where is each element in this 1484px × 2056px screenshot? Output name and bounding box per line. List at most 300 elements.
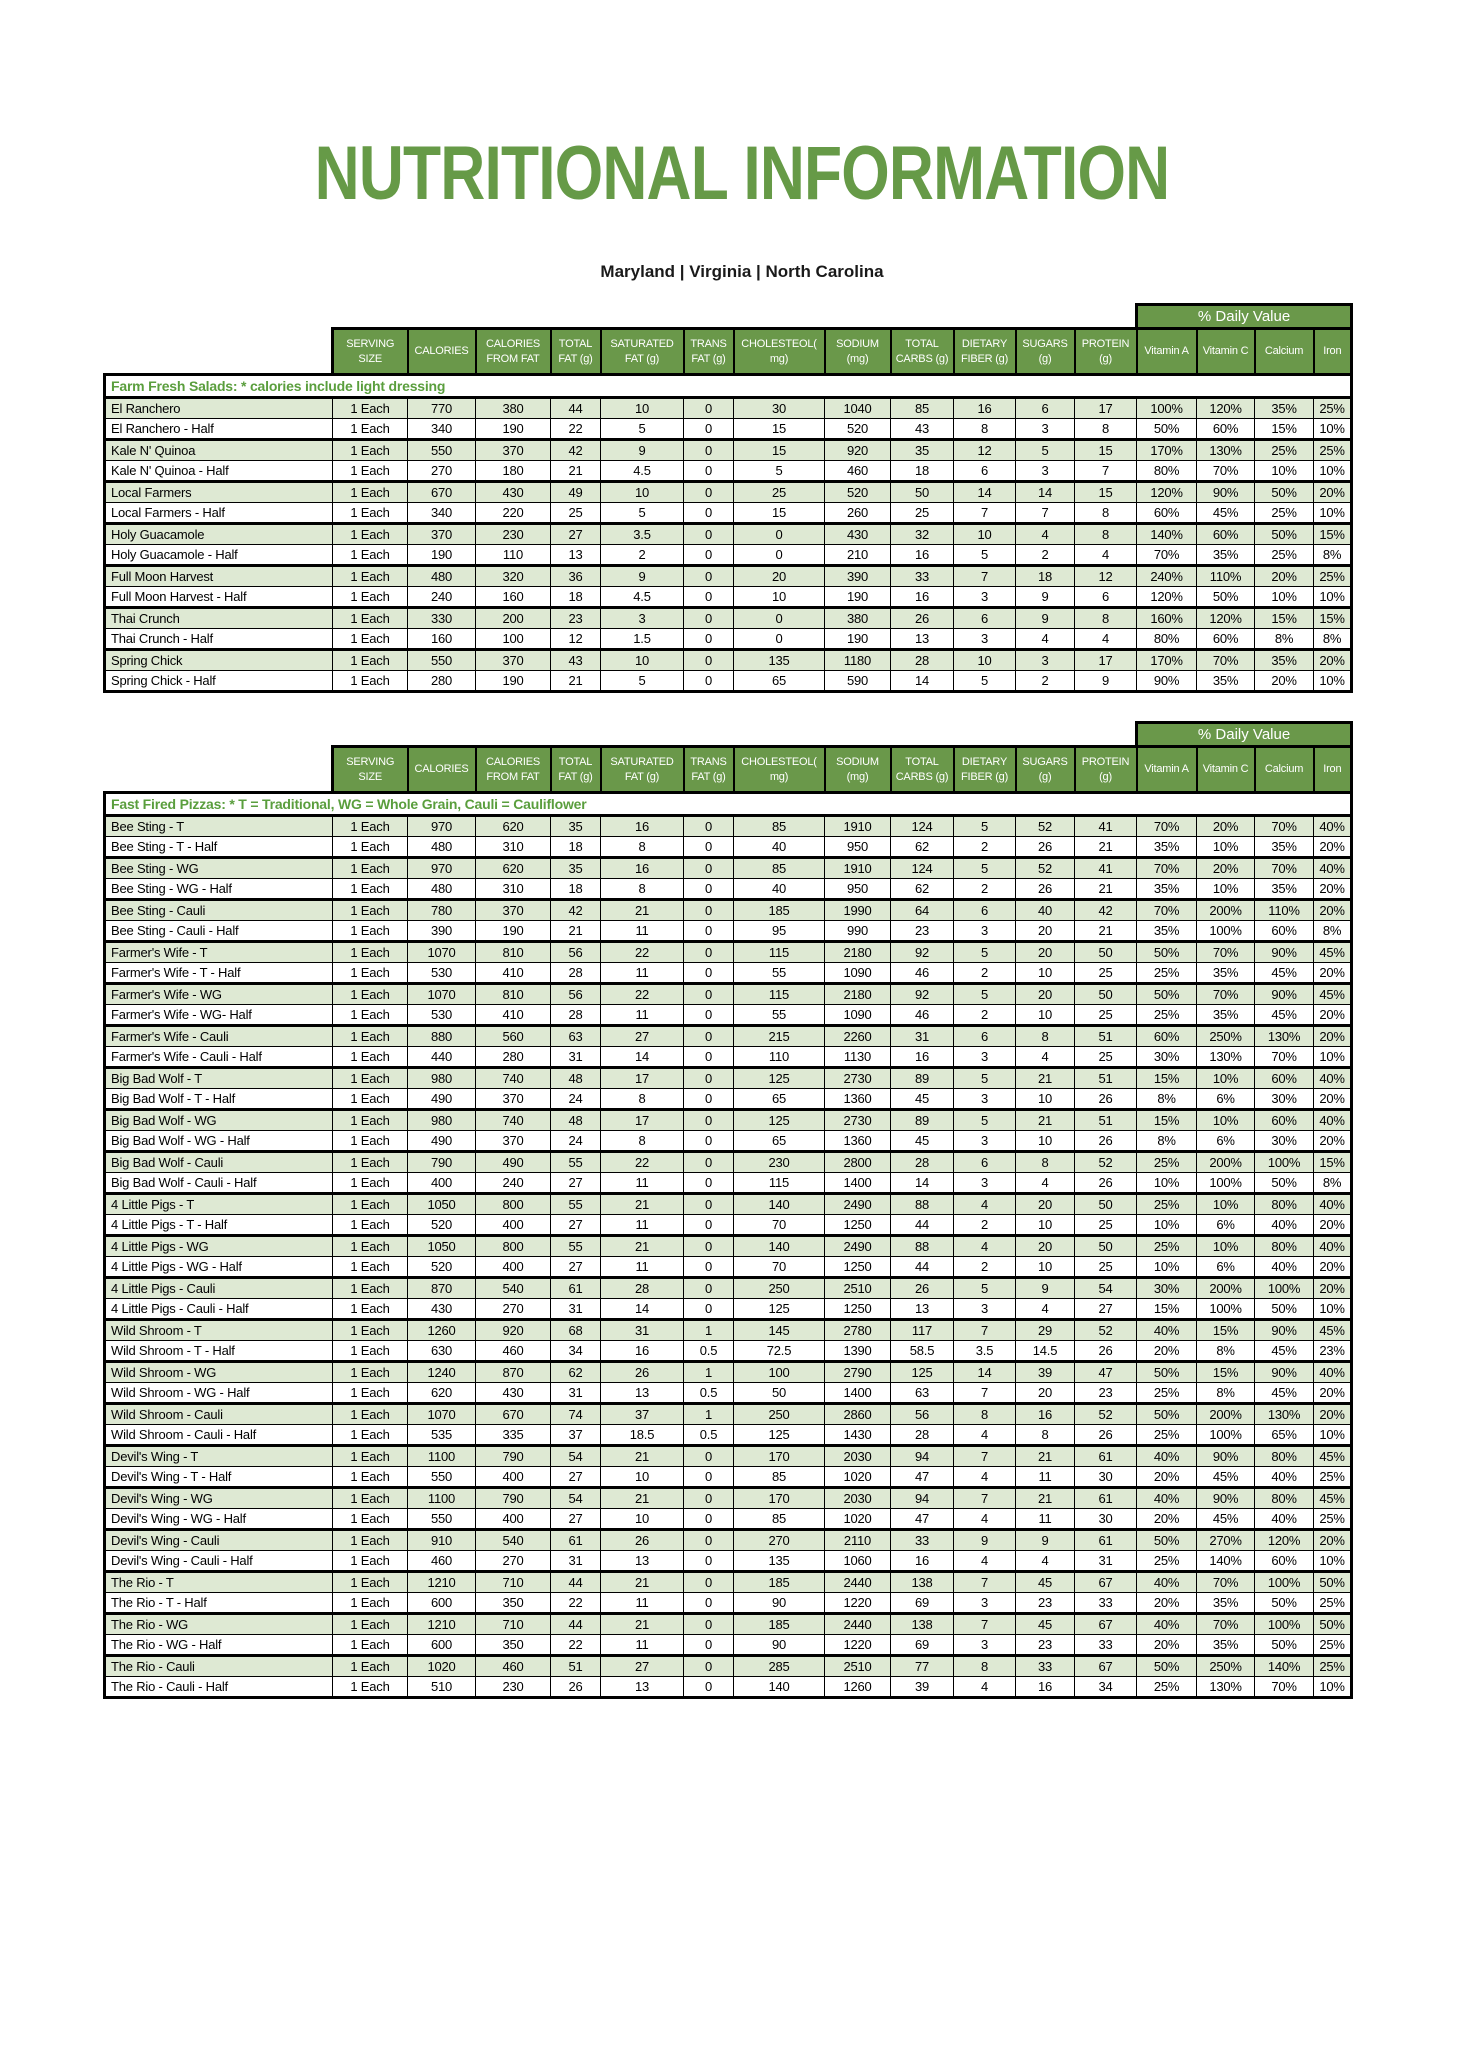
value-cell: 1 Each: [333, 566, 408, 587]
value-cell: 9: [1016, 1278, 1075, 1299]
value-cell: 7: [954, 1383, 1016, 1404]
value-cell: 61: [1075, 1446, 1137, 1467]
value-cell: 70%: [1197, 1572, 1255, 1593]
value-cell: 200: [476, 608, 551, 629]
value-cell: 70: [734, 1215, 825, 1236]
value-cell: 5: [1016, 440, 1075, 461]
value-cell: 490: [408, 1089, 476, 1110]
value-cell: 88: [891, 1236, 954, 1257]
value-cell: 1220: [825, 1593, 891, 1614]
value-cell: 65%: [1255, 1425, 1314, 1446]
value-cell: 20%: [1137, 1635, 1197, 1656]
value-cell: 25%: [1255, 440, 1314, 461]
value-cell: 30%: [1255, 1089, 1314, 1110]
value-cell: 490: [476, 1152, 551, 1173]
value-cell: 7: [954, 503, 1016, 524]
value-cell: 1260: [825, 1677, 891, 1698]
value-cell: 0: [734, 608, 825, 629]
value-cell: 16: [891, 545, 954, 566]
value-cell: 6: [954, 608, 1016, 629]
value-cell: 0: [684, 942, 734, 963]
value-cell: 630: [408, 1341, 476, 1362]
value-cell: 600: [408, 1635, 476, 1656]
value-cell: 50%: [1137, 419, 1197, 440]
table-row: [105, 1173, 1352, 1194]
value-cell: 30%: [1255, 1131, 1314, 1152]
value-cell: 135: [734, 1551, 825, 1572]
value-cell: 25%: [1314, 1635, 1352, 1656]
value-cell: 2110: [825, 1530, 891, 1551]
value-cell: 33: [1075, 1593, 1137, 1614]
value-cell: 1070: [408, 1404, 476, 1425]
value-cell: 920: [825, 440, 891, 461]
value-cell: 1050: [408, 1194, 476, 1215]
value-cell: 970: [408, 816, 476, 837]
value-cell: 90%: [1255, 942, 1314, 963]
value-cell: 43: [891, 419, 954, 440]
value-cell: 1 Each: [333, 545, 408, 566]
value-cell: 35%: [1137, 879, 1197, 900]
column-header: DIETARY FIBER (g): [954, 747, 1016, 793]
value-cell: 120%: [1137, 482, 1197, 503]
value-cell: 26: [1016, 837, 1075, 858]
value-cell: 1 Each: [333, 1614, 408, 1635]
value-cell: 4.5: [601, 461, 684, 482]
value-cell: 7: [954, 1614, 1016, 1635]
value-cell: 1: [684, 1320, 734, 1341]
value-cell: 1210: [408, 1614, 476, 1635]
value-cell: 1: [684, 1362, 734, 1383]
value-cell: 25%: [1137, 1677, 1197, 1698]
value-cell: 6: [1016, 398, 1075, 419]
value-cell: 4: [1075, 545, 1137, 566]
value-cell: 26: [601, 1362, 684, 1383]
value-cell: 1240: [408, 1362, 476, 1383]
value-cell: 100%: [1255, 1278, 1314, 1299]
value-cell: 560: [476, 1026, 551, 1047]
table-row: [105, 1026, 1352, 1047]
value-cell: 16: [601, 816, 684, 837]
value-cell: 0.5: [684, 1341, 734, 1362]
value-cell: 52: [1016, 816, 1075, 837]
value-cell: 70%: [1137, 545, 1197, 566]
value-cell: 40%: [1314, 816, 1352, 837]
value-cell: 115: [734, 984, 825, 1005]
value-cell: 49: [551, 482, 601, 503]
value-cell: 0: [684, 1152, 734, 1173]
table-row: [105, 1068, 1352, 1089]
value-cell: 21: [601, 1194, 684, 1215]
value-cell: 35%: [1197, 545, 1255, 566]
value-cell: 40%: [1137, 1446, 1197, 1467]
item-name-cell: Farmer's Wife - WG- Half: [105, 1005, 333, 1026]
value-cell: 8%: [1137, 1131, 1197, 1152]
value-cell: 430: [825, 524, 891, 545]
value-cell: 28: [891, 1152, 954, 1173]
value-cell: 85: [891, 398, 954, 419]
value-cell: 14: [954, 1362, 1016, 1383]
value-cell: 535: [408, 1425, 476, 1446]
value-cell: 18: [891, 461, 954, 482]
value-cell: 270: [476, 1299, 551, 1320]
value-cell: 3.5: [601, 524, 684, 545]
value-cell: 17: [1075, 650, 1137, 671]
value-cell: 2490: [825, 1194, 891, 1215]
value-cell: 35%: [1255, 837, 1314, 858]
column-header: Calcium: [1255, 329, 1314, 375]
value-cell: 40%: [1314, 1068, 1352, 1089]
value-cell: 1 Each: [333, 671, 408, 692]
value-cell: 2: [954, 1215, 1016, 1236]
value-cell: 5: [954, 1110, 1016, 1131]
value-cell: 2790: [825, 1362, 891, 1383]
value-cell: 11: [1016, 1509, 1075, 1530]
value-cell: 400: [476, 1215, 551, 1236]
value-cell: 1 Each: [333, 984, 408, 1005]
value-cell: 0: [684, 921, 734, 942]
value-cell: 25%: [1137, 1152, 1197, 1173]
value-cell: 1 Each: [333, 1530, 408, 1551]
value-cell: 27: [551, 524, 601, 545]
value-cell: 31: [551, 1299, 601, 1320]
value-cell: 18: [1016, 566, 1075, 587]
value-cell: 45%: [1255, 1383, 1314, 1404]
value-cell: 10: [1016, 1005, 1075, 1026]
table-row: [105, 440, 1352, 461]
value-cell: 1 Each: [333, 1404, 408, 1425]
value-cell: 370: [476, 900, 551, 921]
value-cell: 80%: [1255, 1488, 1314, 1509]
value-cell: 40%: [1255, 1215, 1314, 1236]
value-cell: 1 Each: [333, 629, 408, 650]
value-cell: 7: [954, 1320, 1016, 1341]
table-row: [105, 1194, 1352, 1215]
table-row: [105, 503, 1352, 524]
value-cell: 27: [551, 1257, 601, 1278]
item-name-cell: El Ranchero: [105, 398, 333, 419]
table-row: [105, 1656, 1352, 1677]
value-cell: 60%: [1255, 921, 1314, 942]
value-cell: 870: [476, 1362, 551, 1383]
value-cell: 92: [891, 942, 954, 963]
value-cell: 90%: [1255, 1320, 1314, 1341]
value-cell: 30%: [1137, 1047, 1197, 1068]
value-cell: 21: [551, 921, 601, 942]
value-cell: 20: [1016, 942, 1075, 963]
value-cell: 20%: [1314, 1215, 1352, 1236]
value-cell: 67: [1075, 1572, 1137, 1593]
value-cell: 1 Each: [333, 1488, 408, 1509]
value-cell: 10%: [1137, 1173, 1197, 1194]
value-cell: 52: [1075, 1404, 1137, 1425]
value-cell: 3: [954, 1089, 1016, 1110]
value-cell: 88: [891, 1194, 954, 1215]
value-cell: 8: [601, 879, 684, 900]
value-cell: 100%: [1255, 1152, 1314, 1173]
value-cell: 4: [1016, 1299, 1075, 1320]
value-cell: 6: [954, 1026, 1016, 1047]
daily-value-row: [105, 305, 1352, 329]
value-cell: 45%: [1255, 963, 1314, 984]
value-cell: 51: [551, 1656, 601, 1677]
content-area: [103, 303, 1484, 1699]
spacer-cell: [105, 329, 333, 375]
value-cell: 2: [954, 879, 1016, 900]
value-cell: 10%: [1314, 503, 1352, 524]
value-cell: 540: [476, 1278, 551, 1299]
value-cell: 120%: [1197, 608, 1255, 629]
value-cell: 540: [476, 1530, 551, 1551]
value-cell: 20%: [1314, 963, 1352, 984]
value-cell: 980: [408, 1068, 476, 1089]
value-cell: 21: [1075, 879, 1137, 900]
table-row: [105, 398, 1352, 419]
value-cell: 42: [1075, 900, 1137, 921]
value-cell: 3: [954, 921, 1016, 942]
value-cell: 63: [551, 1026, 601, 1047]
item-name-cell: Devil's Wing - Cauli: [105, 1530, 333, 1551]
value-cell: 23: [1016, 1593, 1075, 1614]
value-cell: 1.5: [601, 629, 684, 650]
value-cell: 69: [891, 1635, 954, 1656]
value-cell: 1 Each: [333, 1299, 408, 1320]
value-cell: 620: [476, 858, 551, 879]
value-cell: 1390: [825, 1341, 891, 1362]
value-cell: 24: [551, 1131, 601, 1152]
value-cell: 27: [551, 1509, 601, 1530]
value-cell: 12: [551, 629, 601, 650]
value-cell: 55: [734, 963, 825, 984]
value-cell: 1 Each: [333, 1551, 408, 1572]
value-cell: 40%: [1255, 1467, 1314, 1488]
value-cell: 25%: [1314, 440, 1352, 461]
value-cell: 6%: [1197, 1131, 1255, 1152]
item-name-cell: Kale N' Quinoa: [105, 440, 333, 461]
value-cell: 2860: [825, 1404, 891, 1425]
value-cell: 190: [476, 419, 551, 440]
value-cell: 740: [476, 1110, 551, 1131]
value-cell: 72.5: [734, 1341, 825, 1362]
value-cell: 3: [954, 1047, 1016, 1068]
value-cell: 77: [891, 1656, 954, 1677]
value-cell: 1060: [825, 1551, 891, 1572]
value-cell: 1 Each: [333, 900, 408, 921]
value-cell: 15%: [1137, 1110, 1197, 1131]
value-cell: 1020: [825, 1509, 891, 1530]
table-row: [105, 1488, 1352, 1509]
value-cell: 620: [476, 816, 551, 837]
value-cell: 4: [954, 1425, 1016, 1446]
value-cell: 1260: [408, 1320, 476, 1341]
value-cell: 1 Each: [333, 1026, 408, 1047]
value-cell: 0: [684, 1005, 734, 1026]
value-cell: 55: [734, 1005, 825, 1026]
value-cell: 90: [734, 1593, 825, 1614]
value-cell: 0: [684, 524, 734, 545]
column-header: TRANS FAT (g): [684, 329, 734, 375]
value-cell: 94: [891, 1446, 954, 1467]
column-header: SERVING SIZE: [333, 747, 408, 793]
item-name-cell: Spring Chick: [105, 650, 333, 671]
value-cell: 0: [684, 1551, 734, 1572]
value-cell: 52: [1016, 858, 1075, 879]
value-cell: 21: [551, 461, 601, 482]
item-name-cell: Wild Shroom - T - Half: [105, 1341, 333, 1362]
value-cell: 920: [476, 1320, 551, 1341]
value-cell: 160%: [1137, 608, 1197, 629]
value-cell: 430: [408, 1299, 476, 1320]
value-cell: 1220: [825, 1635, 891, 1656]
value-cell: 990: [825, 921, 891, 942]
item-name-cell: Bee Sting - WG: [105, 858, 333, 879]
value-cell: 170: [734, 1446, 825, 1467]
value-cell: 520: [825, 419, 891, 440]
value-cell: 710: [476, 1614, 551, 1635]
value-cell: 0: [684, 1488, 734, 1509]
value-cell: 0: [684, 461, 734, 482]
value-cell: 1 Each: [333, 1425, 408, 1446]
value-cell: 0: [684, 440, 734, 461]
value-cell: 1250: [825, 1215, 891, 1236]
value-cell: 18: [551, 879, 601, 900]
value-cell: 200%: [1197, 1404, 1255, 1425]
value-cell: 35%: [1255, 650, 1314, 671]
table-row: [105, 1131, 1352, 1152]
value-cell: 870: [408, 1278, 476, 1299]
value-cell: 1 Each: [333, 942, 408, 963]
value-cell: 11: [601, 1215, 684, 1236]
value-cell: 1430: [825, 1425, 891, 1446]
value-cell: 35%: [1137, 921, 1197, 942]
value-cell: 45%: [1197, 1467, 1255, 1488]
value-cell: 800: [476, 1236, 551, 1257]
value-cell: 51: [1075, 1068, 1137, 1089]
value-cell: 185: [734, 900, 825, 921]
value-cell: 2180: [825, 942, 891, 963]
value-cell: 20%: [1197, 858, 1255, 879]
value-cell: 10: [954, 650, 1016, 671]
value-cell: 47: [1075, 1362, 1137, 1383]
table-row: [105, 1614, 1352, 1635]
value-cell: 50%: [1197, 587, 1255, 608]
value-cell: 370: [476, 1089, 551, 1110]
value-cell: 15%: [1197, 1362, 1255, 1383]
value-cell: 1910: [825, 858, 891, 879]
value-cell: 4: [954, 1467, 1016, 1488]
value-cell: 85: [734, 1509, 825, 1530]
value-cell: 20: [1016, 1194, 1075, 1215]
value-cell: 1 Each: [333, 650, 408, 671]
value-cell: 27: [551, 1173, 601, 1194]
value-cell: 200%: [1197, 900, 1255, 921]
column-header: CALORIES: [408, 747, 476, 793]
value-cell: 10%: [1314, 1425, 1352, 1446]
value-cell: 2: [954, 1005, 1016, 1026]
value-cell: 5: [954, 858, 1016, 879]
value-cell: 20: [1016, 1383, 1075, 1404]
value-cell: 2030: [825, 1446, 891, 1467]
value-cell: 3.5: [954, 1341, 1016, 1362]
value-cell: 124: [891, 858, 954, 879]
item-name-cell: Devil's Wing - Cauli - Half: [105, 1551, 333, 1572]
value-cell: 31: [601, 1320, 684, 1341]
value-cell: 160: [476, 587, 551, 608]
value-cell: 61: [551, 1278, 601, 1299]
value-cell: 10: [601, 650, 684, 671]
value-cell: 15: [734, 440, 825, 461]
value-cell: 12: [954, 440, 1016, 461]
table-row: [105, 1236, 1352, 1257]
value-cell: 18.5: [601, 1425, 684, 1446]
value-cell: 23: [891, 921, 954, 942]
value-cell: 39: [891, 1677, 954, 1698]
value-cell: 34: [1075, 1677, 1137, 1698]
value-cell: 240: [476, 1173, 551, 1194]
value-cell: 90%: [1137, 671, 1197, 692]
item-name-cell: Big Bad Wolf - WG: [105, 1110, 333, 1131]
value-cell: 45%: [1314, 942, 1352, 963]
value-cell: 15%: [1255, 608, 1314, 629]
value-cell: 310: [476, 879, 551, 900]
value-cell: 250: [734, 1278, 825, 1299]
value-cell: 11: [1016, 1467, 1075, 1488]
value-cell: 2440: [825, 1572, 891, 1593]
item-name-cell: Bee Sting - WG - Half: [105, 879, 333, 900]
value-cell: 63: [891, 1383, 954, 1404]
value-cell: 550: [408, 1509, 476, 1530]
column-header: TOTAL FAT (g): [551, 747, 601, 793]
table-row: [105, 1635, 1352, 1656]
value-cell: 0: [684, 1026, 734, 1047]
table-row: [105, 650, 1352, 671]
value-cell: 16: [891, 1551, 954, 1572]
table-row: [105, 524, 1352, 545]
table-row: [105, 984, 1352, 1005]
value-cell: 100%: [1197, 1173, 1255, 1194]
value-cell: 0: [684, 900, 734, 921]
value-cell: 130%: [1197, 1677, 1255, 1698]
item-name-cell: Farmer's Wife - T: [105, 942, 333, 963]
value-cell: 42: [551, 440, 601, 461]
value-cell: 26: [1075, 1089, 1137, 1110]
value-cell: 10%: [1197, 1068, 1255, 1089]
value-cell: 20%: [1314, 1005, 1352, 1026]
value-cell: 27: [601, 1656, 684, 1677]
item-name-cell: Full Moon Harvest - Half: [105, 587, 333, 608]
table-row: [105, 545, 1352, 566]
value-cell: 10%: [1314, 419, 1352, 440]
value-cell: 550: [408, 650, 476, 671]
value-cell: 70%: [1137, 858, 1197, 879]
value-cell: 530: [408, 963, 476, 984]
value-cell: 1360: [825, 1089, 891, 1110]
value-cell: 60%: [1255, 1068, 1314, 1089]
value-cell: 23: [551, 608, 601, 629]
table-row: [105, 1257, 1352, 1278]
item-name-cell: Devil's Wing - WG: [105, 1488, 333, 1509]
value-cell: 8%: [1197, 1341, 1255, 1362]
value-cell: 140%: [1255, 1656, 1314, 1677]
table-row: [105, 1404, 1352, 1425]
value-cell: 44: [551, 1572, 601, 1593]
value-cell: 21: [1016, 1110, 1075, 1131]
value-cell: 48: [551, 1110, 601, 1131]
spacer-cell: [105, 747, 333, 793]
item-name-cell: Thai Crunch - Half: [105, 629, 333, 650]
value-cell: 100%: [1197, 921, 1255, 942]
value-cell: 550: [408, 1467, 476, 1488]
value-cell: 50%: [1137, 1530, 1197, 1551]
